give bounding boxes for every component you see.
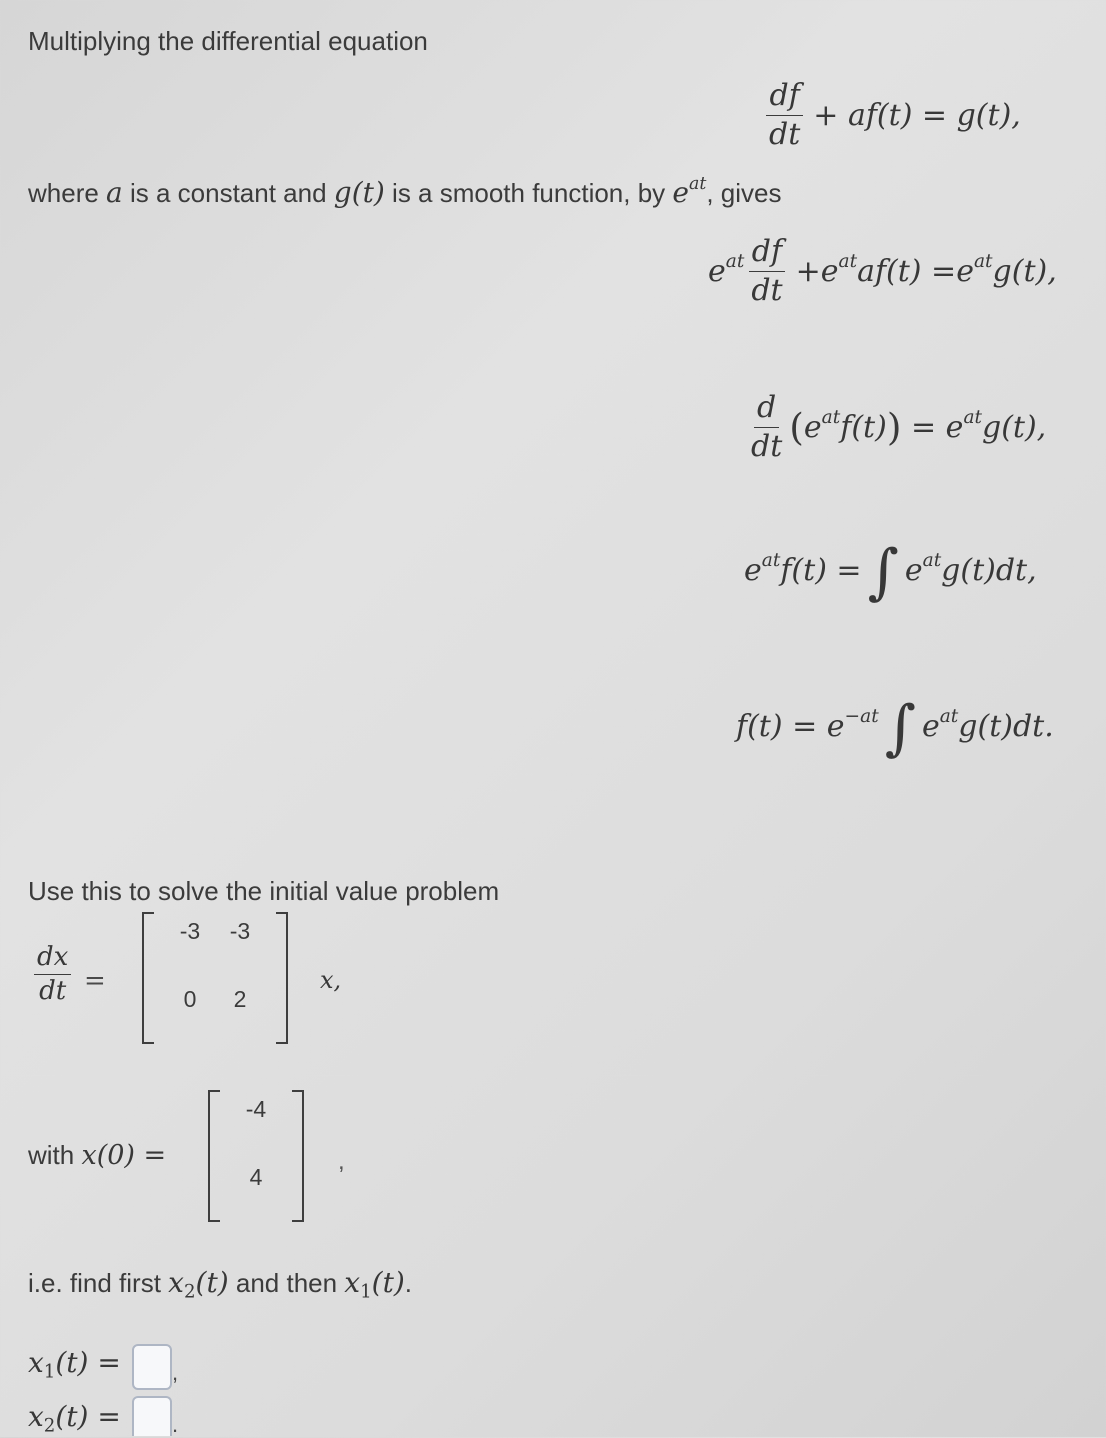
exp-power: at — [725, 250, 745, 272]
symbol-subscript: 1 — [360, 1281, 372, 1303]
where-prefix: where — [28, 178, 107, 208]
var-a: a — [106, 176, 123, 209]
fraction-numerator: df — [749, 236, 785, 272]
vector-right-bracket — [292, 1090, 304, 1222]
fraction-numerator: d — [754, 392, 779, 428]
fraction-df-dt — [766, 80, 803, 150]
symbol-rest: (t) = — [55, 1400, 121, 1433]
exp-rhs — [904, 549, 942, 588]
exp-power: at — [963, 406, 982, 428]
exp-rhs — [945, 406, 982, 445]
instruction-prefix: i.e. find first — [28, 1268, 169, 1298]
answer-x2-period: . — [172, 1412, 179, 1437]
answer-x1-comma: , — [172, 1360, 179, 1385]
equation-solution — [736, 693, 1054, 763]
initial-x0: x(0) = — [81, 1140, 167, 1171]
exp-power: −at — [844, 705, 879, 727]
exp-power: at — [922, 549, 942, 571]
fraction-df-dt — [748, 236, 785, 306]
where-mid2: is a smooth function, by — [384, 178, 673, 208]
var-g: g(t) — [333, 176, 385, 209]
initial-condition — [28, 1140, 166, 1171]
ivp-equals: = — [84, 966, 106, 996]
exp-base: e — [744, 552, 762, 588]
symbol-subscript: 2 — [183, 1281, 196, 1303]
initial-prefix: with — [28, 1140, 82, 1170]
find-instruction — [28, 1266, 413, 1303]
fraction-numerator: dx — [34, 944, 71, 975]
where-mid1: is a constant and — [122, 178, 334, 208]
equals-sign: = — [901, 409, 946, 445]
exp-base: e — [803, 409, 822, 445]
exp-power: at — [761, 549, 781, 571]
vector-cell-2: 4 — [249, 1164, 263, 1190]
fraction-denominator: dt — [751, 428, 783, 464]
fraction-d-dt — [748, 392, 785, 462]
answer-x2-label — [28, 1400, 121, 1437]
exp-power: at — [838, 250, 858, 272]
exp-second — [820, 250, 858, 289]
exp-base: e — [820, 253, 839, 289]
fraction-denominator: dt — [769, 116, 801, 152]
equation-middle: af(t) = — [857, 253, 957, 289]
inner-function: f(t) — [840, 409, 887, 445]
vector-comma: , — [338, 1148, 345, 1175]
exp-power: at — [688, 173, 707, 194]
integral-sign: ∫ — [867, 537, 899, 607]
equation-end: g(t)dt. — [958, 708, 1054, 744]
matrix-right-bracket — [276, 912, 288, 1044]
exp-power: at — [973, 250, 993, 272]
fraction-denominator: dt — [751, 272, 783, 308]
x1-symbol — [344, 1266, 405, 1303]
answer-x1-label — [28, 1346, 121, 1383]
exp-third — [956, 250, 993, 289]
exp-base: e — [956, 253, 974, 289]
matrix-cell-1-1: -3 — [179, 918, 201, 944]
exp-base: e — [708, 253, 726, 289]
matrix-left-bracket — [142, 912, 154, 1044]
integral-sign: ∫ — [884, 693, 916, 763]
open-paren: ( — [789, 405, 804, 449]
instruction-mid: and then — [228, 1268, 345, 1298]
equation-end: g(t), — [982, 409, 1047, 445]
exp-power: at — [939, 705, 959, 727]
fraction-denominator: dt — [39, 976, 67, 1007]
fraction-numerator: df — [766, 80, 802, 116]
x2-symbol — [168, 1266, 229, 1303]
matrix-cell-2-1: 0 — [183, 986, 197, 1012]
vector-left-bracket — [208, 1090, 220, 1222]
exp-e — [672, 173, 707, 209]
symbol-rest: (t) = — [55, 1346, 121, 1379]
ivp-lhs — [30, 944, 75, 1006]
exp-rhs — [921, 705, 959, 744]
exp-base: e — [904, 552, 923, 588]
fraction-dx-dt — [34, 944, 71, 1006]
equation-lhs: f(t) = — [780, 552, 862, 588]
equation-original — [762, 80, 1021, 150]
exp-base: e — [672, 176, 689, 209]
vector-cell-1: -4 — [245, 1096, 267, 1122]
ivp-intro-text: Use this to solve the initial value problem — [28, 876, 500, 906]
matrix-vector-x: x, — [320, 966, 342, 994]
answer-x2-input[interactable] — [132, 1396, 172, 1436]
matrix-cell-1-2: -3 — [229, 918, 251, 944]
symbol-base: x — [168, 1266, 184, 1299]
where-suffix: , gives — [706, 178, 782, 208]
equation-multiplied — [708, 236, 1057, 306]
exp-base: e — [921, 708, 940, 744]
symbol-argument: (t) — [371, 1266, 405, 1299]
exp-inner — [803, 406, 841, 445]
plus-sign: + — [795, 253, 821, 289]
symbol-subscript: 2 — [43, 1415, 56, 1437]
equation-rest: + af(t) = g(t), — [813, 97, 1021, 133]
symbol-base: x — [28, 1346, 44, 1379]
exp-power: at — [821, 406, 841, 428]
symbol-base: x — [28, 1400, 44, 1433]
equation-end: g(t), — [992, 253, 1057, 289]
intro-text: Multiplying the differential equation — [28, 26, 428, 56]
symbol-argument: (t) — [195, 1266, 229, 1299]
exp-base: e — [945, 409, 964, 445]
where-line — [28, 173, 782, 209]
close-paren: ) — [886, 405, 902, 449]
equation-end: g(t)dt, — [941, 552, 1037, 588]
answer-x1-input[interactable] — [132, 1344, 172, 1390]
equation-integrated — [744, 537, 1037, 607]
exp-negative — [826, 705, 879, 744]
exp-base: e — [826, 708, 845, 744]
matrix-cell-2-2: 2 — [233, 986, 247, 1012]
equation-product-rule — [744, 392, 1046, 462]
symbol-base: x — [344, 1266, 361, 1299]
exp-lhs — [744, 549, 781, 588]
symbol-subscript: 1 — [43, 1361, 56, 1383]
equation-lhs: f(t) = — [736, 708, 827, 744]
instruction-suffix: . — [404, 1268, 413, 1298]
exp-lead — [708, 250, 745, 289]
